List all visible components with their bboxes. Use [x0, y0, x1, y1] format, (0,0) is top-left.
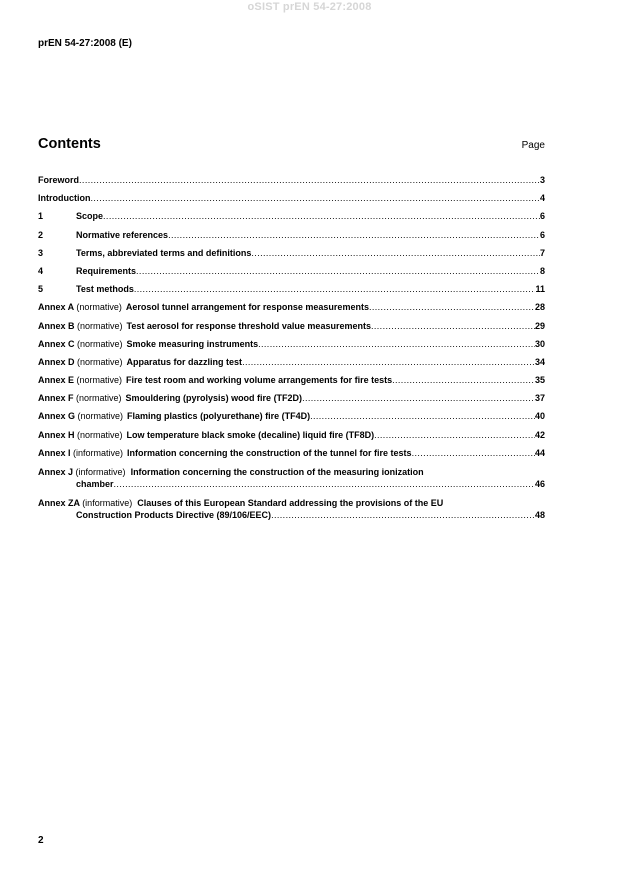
dot-leader — [371, 321, 535, 331]
annex-label: Annex ZA — [38, 498, 80, 508]
toc-entry-annex[interactable] — [38, 357, 545, 375]
annex-title: Flaming plastics (polyurethane) fire (TF4D) — [127, 411, 311, 422]
annex-label: Annex H — [38, 429, 75, 440]
toc-entry-annex[interactable] — [38, 393, 545, 411]
table-of-contents — [38, 175, 545, 528]
section-number: 4 — [38, 265, 44, 276]
page-number: 42 — [534, 429, 545, 440]
annex-label: Annex A — [38, 302, 74, 313]
annex-prefix — [38, 321, 123, 331]
dot-leader — [258, 339, 535, 349]
annex-prefix — [38, 302, 122, 312]
toc-entry[interactable] — [38, 266, 545, 284]
annex-prefix — [38, 357, 123, 367]
toc-entry[interactable] — [38, 211, 545, 229]
toc-entry[interactable] — [38, 230, 545, 248]
dot-leader — [392, 375, 535, 385]
annex-label: Annex J — [38, 467, 74, 477]
annex-type: (normative) — [76, 375, 123, 386]
page-number: 6 — [539, 229, 545, 240]
toc-entry-annex[interactable] — [38, 430, 545, 448]
annex-title: Apparatus for dazzling test — [126, 356, 243, 367]
page-number: 35 — [534, 375, 545, 386]
annex-title-cont: chamber — [76, 479, 114, 489]
page-title: Contents — [38, 136, 101, 152]
watermark: oSIST prEN 54-27:2008 — [247, 1, 372, 13]
toc-entry[interactable] — [38, 284, 545, 302]
toc-entry-annex[interactable] — [38, 375, 545, 393]
page-number: 29 — [534, 320, 545, 331]
dot-leader — [302, 393, 535, 403]
page-number: 7 — [539, 247, 545, 258]
annex-type: (normative) — [77, 338, 123, 349]
annex-prefix — [38, 339, 123, 349]
toc-entry-annex[interactable] — [38, 302, 545, 320]
dot-leader — [134, 284, 536, 294]
dot-leader — [91, 193, 540, 203]
dot-leader — [271, 510, 535, 520]
toc-entry-annex-za[interactable] — [38, 497, 545, 528]
dot-leader — [369, 302, 535, 312]
toc-entry[interactable] — [38, 175, 545, 193]
annex-title: Test aerosol for response threshold value measurements — [126, 320, 371, 331]
dot-leader — [103, 211, 540, 221]
annex-title: Fire test room and working volume arrangements for fire tests — [126, 375, 393, 386]
dot-leader — [136, 266, 540, 276]
section-number: 5 — [38, 284, 44, 295]
section-title: Foreword — [38, 175, 80, 185]
dot-leader — [114, 479, 535, 489]
annex-type: (normative) — [76, 302, 122, 313]
annex-title: Information concerning the construction of the measuring ionization — [130, 467, 424, 477]
page-number: 11 — [535, 284, 545, 295]
annex-title: Information concerning the construction of the tunnel for fire tests — [127, 447, 412, 458]
section-title: Requirements — [76, 265, 137, 276]
dot-leader — [251, 248, 540, 258]
page-number: 30 — [534, 338, 545, 349]
page-number: 40 — [534, 411, 545, 422]
annex-title: Aerosol tunnel arrangement for response measurements — [125, 302, 369, 313]
annex-type: (normative) — [77, 320, 123, 331]
annex-title: Smoke measuring instruments — [126, 338, 259, 349]
annex-label: Annex B — [38, 320, 75, 331]
dot-leader — [242, 357, 535, 367]
annex-type: (informative) — [75, 467, 126, 477]
page-number: 34 — [534, 356, 545, 367]
toc-entry-annex[interactable] — [38, 448, 545, 466]
page-number: 6 — [539, 211, 545, 222]
annex-prefix — [38, 393, 122, 403]
document-id: prEN 54-27:2008 (E) — [38, 38, 132, 49]
annex-type: (normative) — [77, 429, 123, 440]
toc-entry[interactable] — [38, 248, 545, 266]
annex-type: (normative) — [77, 411, 124, 422]
annex-prefix — [38, 411, 123, 421]
toc-entry-annex[interactable] — [38, 411, 545, 429]
annex-type: (informative) — [73, 447, 124, 458]
annex-label: Annex G — [38, 411, 76, 422]
dot-leader — [79, 175, 540, 185]
page-number: 4 — [539, 193, 545, 204]
annex-title: Low temperature black smoke (decaline) liquid fire (TF8D) — [126, 429, 375, 440]
annex-title: Clauses of this European Standard addressing the provisions of the EU — [137, 498, 444, 508]
page-number: 3 — [539, 175, 545, 185]
section-title: Introduction — [38, 193, 91, 204]
dot-leader — [374, 430, 535, 440]
page-number: 48 — [534, 510, 545, 520]
toc-entry[interactable] — [38, 193, 545, 211]
page-column-label: Page — [521, 140, 545, 151]
toc-entry-annex[interactable] — [38, 321, 545, 339]
section-number: 3 — [38, 247, 44, 258]
annex-label: Annex D — [38, 356, 75, 367]
page-number: 37 — [534, 393, 545, 404]
annex-prefix — [38, 430, 123, 440]
section-number: 2 — [38, 229, 44, 240]
page-number: 28 — [534, 302, 545, 313]
annex-type: (informative) — [82, 498, 133, 508]
section-title: Test methods — [76, 284, 134, 295]
footer-page-number: 2 — [38, 835, 44, 846]
annex-title: Smouldering (pyrolysis) wood fire (TF2D) — [125, 393, 303, 404]
section-title: Terms, abbreviated terms and definitions — [76, 247, 252, 258]
toc-entry-annex-j[interactable] — [38, 466, 545, 497]
section-title: Scope — [76, 211, 104, 222]
toc-entry-annex[interactable] — [38, 339, 545, 357]
dot-leader — [412, 448, 535, 458]
section-title: Normative references — [76, 229, 169, 240]
annex-prefix — [38, 375, 122, 385]
page-number: 8 — [539, 265, 545, 276]
annex-type: (normative) — [77, 356, 123, 367]
annex-label: Annex F — [38, 393, 74, 404]
annex-label: Annex C — [38, 338, 75, 349]
annex-prefix — [38, 448, 123, 458]
annex-type: (normative) — [76, 393, 122, 404]
annex-label: Annex E — [38, 375, 75, 386]
annex-title-cont: Construction Products Directive (89/106/EEC) — [76, 510, 272, 520]
dot-leader — [310, 411, 535, 421]
annex-label: Annex I — [38, 447, 71, 458]
page-number: 46 — [534, 479, 545, 489]
section-number: 1 — [38, 211, 44, 222]
page-number: 44 — [534, 447, 545, 458]
dot-leader — [168, 230, 540, 240]
